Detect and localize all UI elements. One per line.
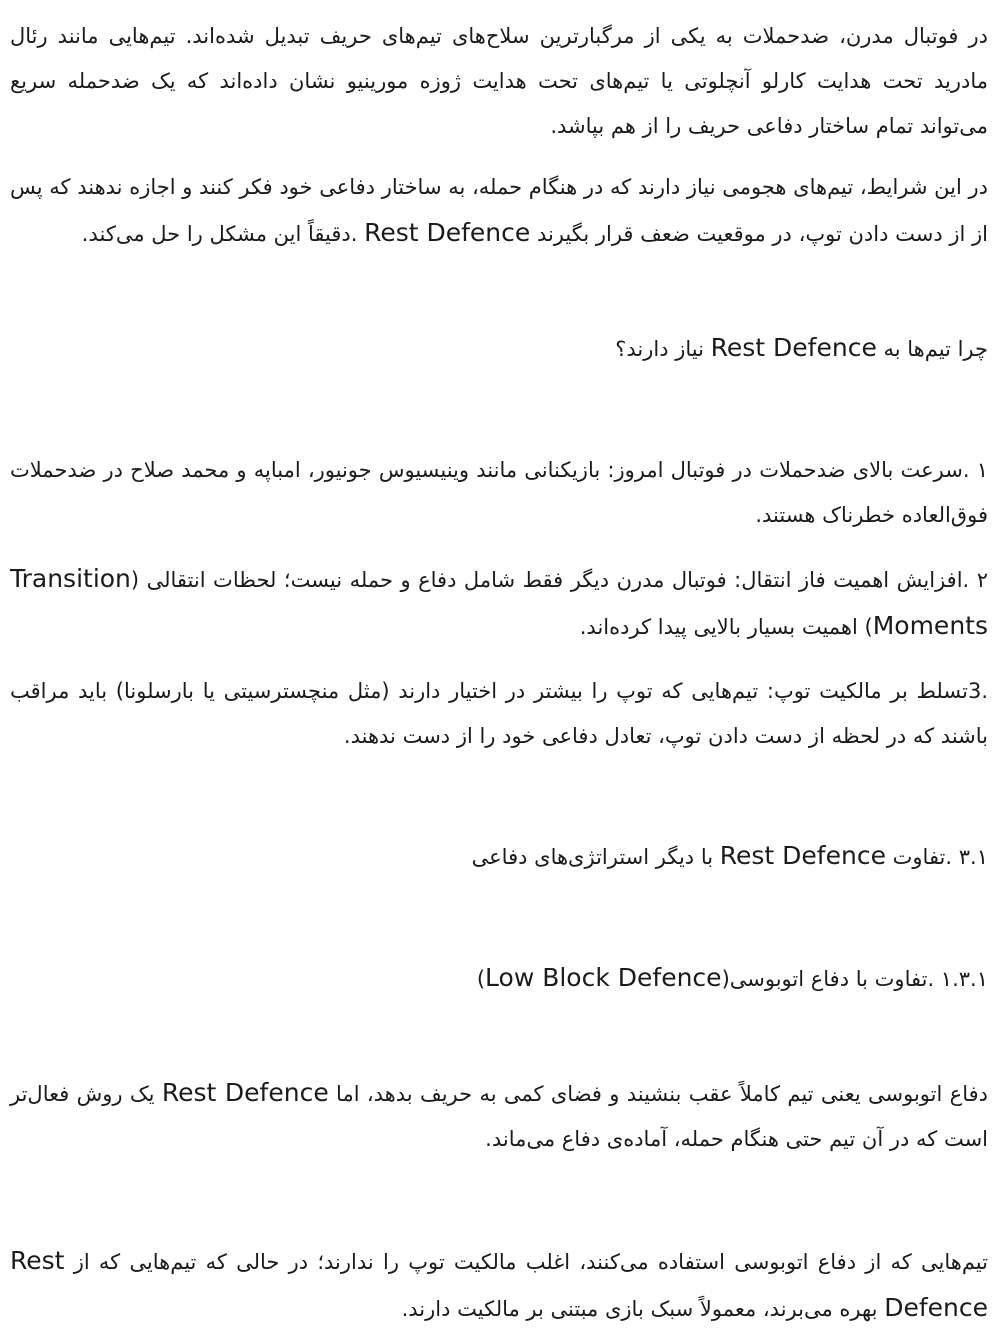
reason-item-transition	[10, 556, 988, 650]
difference-heading	[10, 833, 988, 880]
transition-moments-term: Transition Moments	[10, 564, 988, 640]
lowblock-text-pre: دفاع اتوبوسی یعنی تیم کاملاً عقب بنشیند و فضای کمی به حریف بدهد، اما	[328, 1082, 988, 1106]
problem-text-pre: در این شرایط، تیم‌های هجومی نیاز دارند که در هنگام حمله، به ساختار دفاعی خود فکر کنند و اجازه ندهند که پس از از دست دادن توپ، در موقعیت ضعف قرار بگیرند	[10, 175, 988, 246]
reason-item-speed: ۱ .سرعت بالای ضدحملات در فوتبال امروز: بازیکنانی مانند وینیسیوس جونیور، امباپه و محمد صلاح در ضدحملات فوق‌العاده خطرناک هستند.	[10, 458, 988, 527]
reason-transition-pre: ۲ .افزایش اهمیت فاز انتقال: فوتبال مدرن دیگر فقط شامل دفاع و حمله نیست؛ لحظات انتقالی (	[130, 568, 988, 592]
rest-defence-term: Rest Defence	[710, 333, 877, 362]
lowblock-heading	[10, 955, 988, 1002]
reason-item-possession: .3تسلط بر مالکیت توپ: تیم‌هایی که توپ را بیشتر در اختیار دارند (مثل منچسترسیتی یا بارسلونا) باید مراقب باشند که در لحظه از دست دادن توپ، تعادل دفاعی خود را از دست ندهند.	[10, 679, 988, 748]
low-block-defence-term: Low Block Defence	[485, 963, 722, 992]
problem-text-post: .دقیقاً این مشکل را حل می‌کند.	[81, 222, 365, 246]
possession-text-pre: تیم‌هایی که از دفاع اتوبوسی استفاده می‌کنند، اغلب مالکیت توپ را ندارند؛ در حالی که تیم‌هایی که از	[64, 1250, 988, 1274]
reasons-list	[10, 448, 988, 759]
lowblock-paragraph	[10, 1070, 988, 1162]
lowblock-text-post: یک روش فعال‌تر است که در آن تیم حتی هنگام حمله، آماده‌ی دفاع می‌ماند.	[10, 1082, 988, 1151]
difference-heading-post: با دیگر استراتژی‌های دفاعی	[471, 845, 720, 869]
rest-defence-term: Rest Defence	[719, 841, 886, 870]
reason-transition-post: ) اهمیت بسیار بالایی پیدا کرده‌اند.	[579, 615, 873, 639]
rest-defence-term: Rest Defence	[364, 218, 531, 247]
lowblock-heading-post: )	[476, 967, 486, 991]
intro-paragraph: در فوتبال مدرن، ضدحملات به یکی از مرگبارترین سلاح‌های تیم‌های حریف تبدیل شده‌اند. تیم‌هایی مانند رئال مادرید تحت هدایت کارلو آنچلوتی یا تیم‌های تحت هدایت ژوزه مورینیو نشان داده‌اند که یک ضدحمله سریع می‌تواند تمام ساختار دفاعی حریف را از هم بپاشد.	[10, 24, 988, 138]
why-heading	[10, 325, 988, 372]
why-heading-post: نیاز دارند؟	[615, 337, 711, 361]
possession-paragraph	[10, 1238, 988, 1332]
possession-text-post: بهره می‌برند، معمولاً سبک بازی مبتنی بر مالکیت دارند.	[401, 1297, 885, 1321]
problem-paragraph	[10, 165, 988, 257]
lowblock-heading-pre: ۱.۳.۱ .تفاوت با دفاع اتوبوسی(	[721, 967, 988, 991]
difference-heading-pre: ۳.۱ .تفاوت	[885, 845, 988, 869]
rest-defence-term: Rest Defence	[161, 1078, 329, 1107]
why-heading-pre: چرا تیم‌ها به	[876, 337, 988, 361]
rest-defence-term: Rest Defence	[10, 1246, 988, 1322]
